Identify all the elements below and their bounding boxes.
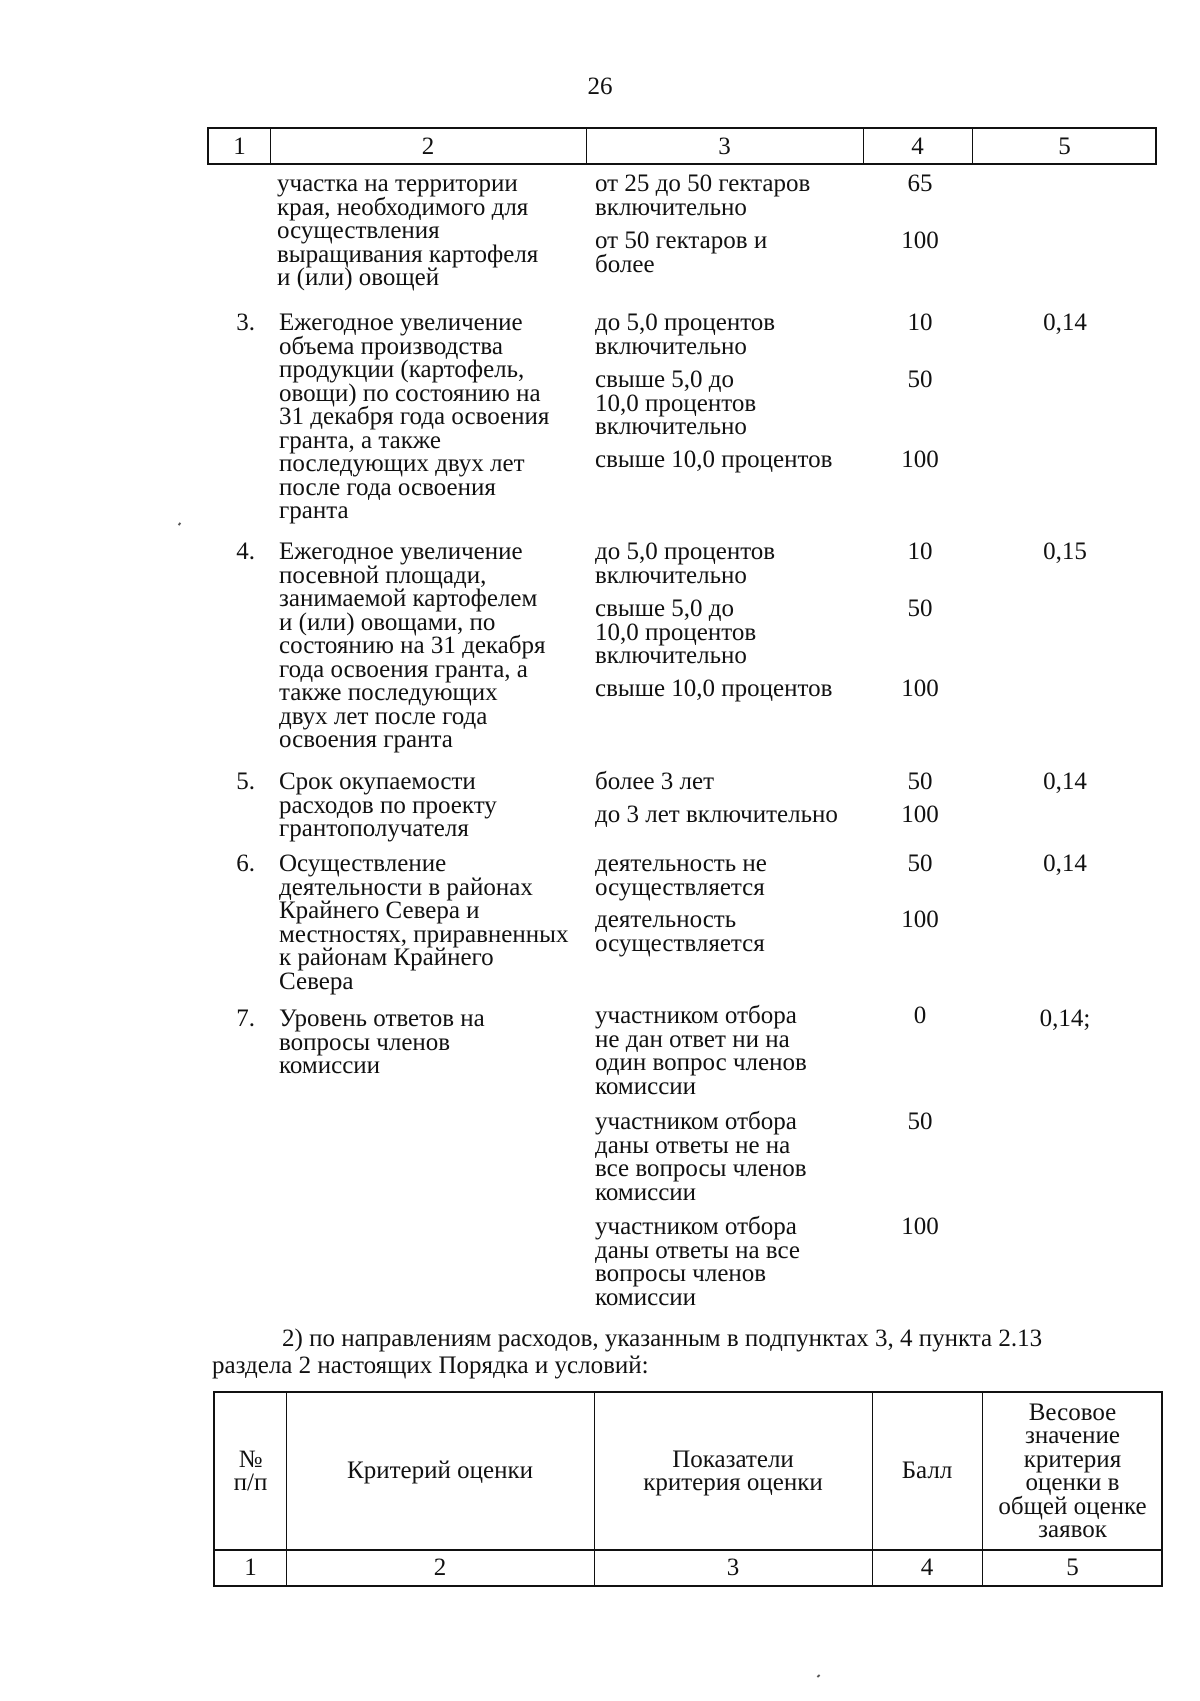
scan-speck xyxy=(817,1674,821,1677)
indicator: свыше 10,0 процентов xyxy=(595,675,833,702)
weight-value: 0,14 xyxy=(1043,850,1087,877)
criterion: Уровень ответов на вопросы членов комиссии xyxy=(279,1005,485,1079)
column-number: 2 xyxy=(421,133,435,160)
indicator: до 3 лет включительно xyxy=(595,801,838,828)
column-number: 4 xyxy=(911,133,924,160)
indicator: свыше 5,0 до 10,0 процентов включительно xyxy=(595,595,757,669)
header-indicators: Показатели критерия оценки xyxy=(643,1445,823,1496)
indicator: участником отбора даны ответы на все вопросы членов комиссии xyxy=(595,1213,800,1311)
row-divider xyxy=(215,1549,1161,1551)
indicator: деятельность не осуществляется xyxy=(595,850,767,901)
column-number: 1 xyxy=(233,133,246,160)
criterion: Ежегодное увеличение посевной площади, занимаемой картофелем и (или) овощами, по состоянию на 31 декабря года освоения гранта, а также последующих двух лет после года освоения гранта xyxy=(279,538,546,753)
criterion: Ежегодное увеличение объема производства продукции (картофель, овощи) по состоянию на 31 декабря года освоения гранта, а также последующих двух лет после года освоения гранта xyxy=(279,309,550,524)
indicator: участником отбора не дан ответ ни на один вопрос членов комиссии xyxy=(595,1002,807,1100)
column-number: 3 xyxy=(726,1554,740,1581)
column-number: 2 xyxy=(433,1554,447,1581)
score: 50 xyxy=(907,850,933,877)
score: 10 xyxy=(907,538,933,565)
indicator: свыше 10,0 процентов xyxy=(595,446,833,473)
row-number: 5. xyxy=(236,768,255,795)
paragraph-line: раздела 2 настоящих Порядка и условий: xyxy=(212,1352,649,1379)
criteria-table-header xyxy=(213,1391,1163,1587)
indicator: от 25 до 50 гектаров включительно xyxy=(595,170,811,221)
paragraph-line: 2) по направлениям расходов, указанным в подпунктах 3, 4 пункта 2.13 xyxy=(282,1325,1043,1352)
score: 0 xyxy=(913,1002,927,1029)
score: 50 xyxy=(907,1108,933,1135)
weight-value: 0,14; xyxy=(1039,1005,1091,1032)
column-number: 5 xyxy=(1066,1554,1079,1581)
score: 100 xyxy=(901,227,939,254)
row-number: 6. xyxy=(236,850,255,877)
column-number: 5 xyxy=(1058,133,1071,160)
column-number: 1 xyxy=(244,1554,257,1581)
criterion-continuation: участка на территории края, необходимого для осуществления выращивания картофеля и (или) овощей xyxy=(277,170,539,291)
score: 100 xyxy=(901,446,939,473)
row-number: 3. xyxy=(236,309,255,336)
score: 65 xyxy=(907,170,933,197)
row-number: 7. xyxy=(236,1005,255,1032)
header-score: Балл xyxy=(901,1457,953,1485)
weight-value: 0,14 xyxy=(1043,768,1087,795)
criterion: Срок окупаемости расходов по проекту грантополучателя xyxy=(279,768,497,842)
score: 50 xyxy=(907,366,933,393)
weight-value: 0,15 xyxy=(1043,538,1087,565)
indicator: более 3 лет xyxy=(595,768,715,795)
indicator: от 50 гектаров и более xyxy=(595,227,768,278)
column-number: 3 xyxy=(718,133,731,160)
column-number: 4 xyxy=(920,1554,934,1581)
indicator: свыше 5,0 до 10,0 процентов включительно xyxy=(595,366,757,440)
indicator: до 5,0 процентов включительно xyxy=(595,538,776,589)
header-criterion: Критерий оценки xyxy=(347,1457,533,1485)
score: 100 xyxy=(901,801,939,828)
score: 100 xyxy=(901,906,939,933)
score: 50 xyxy=(907,768,933,795)
score: 100 xyxy=(901,675,939,702)
row-number: 4. xyxy=(236,538,255,565)
column-number-header xyxy=(207,127,1157,165)
indicator: до 5,0 процентов включительно xyxy=(595,309,776,360)
scan-speck xyxy=(178,522,181,526)
criterion: Осуществление деятельности в районах Крайнего Севера и местностях, приравненных к районам Крайнего Севера xyxy=(279,850,569,995)
header-number: № п/п xyxy=(233,1445,268,1496)
indicator: участником отбора даны ответы не на все вопросы членов комиссии xyxy=(595,1108,807,1206)
score: 50 xyxy=(907,595,933,622)
score: 100 xyxy=(901,1213,939,1240)
indicator: деятельность осуществляется xyxy=(595,906,765,957)
page-number: 26 xyxy=(587,73,613,100)
weight-value: 0,14 xyxy=(1043,309,1087,336)
header-weight: Весовое значение критерия оценки в общей оценке заявок xyxy=(998,1398,1147,1543)
score: 10 xyxy=(907,309,933,336)
